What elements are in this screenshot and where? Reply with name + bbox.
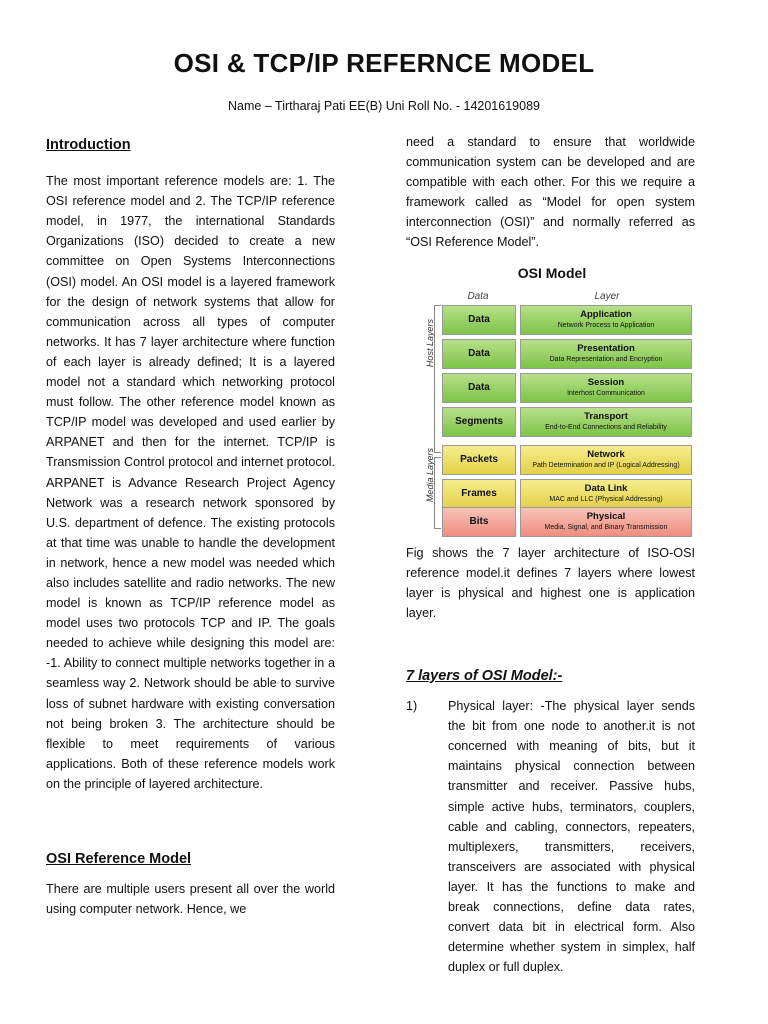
osi-layer-row xyxy=(442,507,690,537)
layer-name: Physical xyxy=(586,510,626,522)
osi-layer-row xyxy=(442,305,690,335)
author-line: Name – Tirtharaj Pati EE(B) Uni Roll No. - 14201619089 xyxy=(228,99,540,113)
layer-description: MAC and LLC (Physical Addressing) xyxy=(549,495,663,503)
layer-data-unit: Frames xyxy=(442,479,516,509)
left-column xyxy=(46,132,335,919)
layer-box xyxy=(520,373,692,403)
list-item-number: 1) xyxy=(406,699,418,714)
figure-title: OSI Model xyxy=(517,264,587,281)
layer-data-unit: Segments xyxy=(442,407,516,437)
figure-caption: Fig shows the 7 layer architecture of ISO-OSI reference model.it defines 7 layers where lowest layer is physical and highest one is application layer. xyxy=(406,545,695,620)
layer-box xyxy=(520,479,692,509)
layer-list-item xyxy=(406,696,695,977)
layer-description: Network Process to Application xyxy=(557,321,655,329)
layer-description: Data Representation and Encryption xyxy=(549,355,663,363)
osi-layer-row xyxy=(442,445,690,475)
figure-data-header: Data xyxy=(467,290,489,302)
layer-description: Interhost Communication xyxy=(567,389,645,397)
osi-layer-row xyxy=(442,373,690,403)
osi-reference-body-continued: need a standard to ensure that worldwide communication system can be developed and are compatible with each other. For this we require a framework called as “Model for open system interconnection (OSI)” and normally referred as “OSI Reference Model”. xyxy=(406,135,695,250)
introduction-heading: Introduction xyxy=(46,137,131,153)
layer-description: Media, Signal, and Binary Transmission xyxy=(544,523,668,531)
osi-reference-body-start: There are multiple users present all over the world using computer network. Hence, we xyxy=(46,882,335,917)
layer-name: Data Link xyxy=(584,482,628,494)
layer-box xyxy=(520,407,692,437)
list-item-text: Physical layer: -The physical layer sends the bit from one node to another.it is not concerned with meaning of bits, but it maintains physical connection between transmitter and receiver. Passive hubs, simple active hubs, terminators, couplers, cable and cabling, connectors, repeaters, multiplexers, transmitters, receivers, transceivers are associated with physical layer. It has the functions to make and break connections, define data rates, convert data bit in electrical form. Also determine whether system in simplex, half duplex or full duplex. xyxy=(448,699,695,975)
osi-reference-heading: OSI Reference Model xyxy=(46,851,192,867)
layer-box xyxy=(520,507,692,537)
figure-layer-header: Layer xyxy=(594,290,620,302)
layer-name: Session xyxy=(587,376,625,388)
layer-name: Application xyxy=(580,308,632,320)
osi-model-figure xyxy=(412,263,692,535)
seven-layers-heading: 7 layers of OSI Model:- xyxy=(406,667,563,684)
layer-data-unit: Data xyxy=(442,339,516,369)
layer-name: Network xyxy=(587,448,625,460)
host-layers-label: Host Layers xyxy=(424,318,435,367)
layer-name: Presentation xyxy=(577,342,635,354)
layer-description: End-to-End Connections and Reliability xyxy=(545,423,667,431)
layer-data-unit: Data xyxy=(442,305,516,335)
right-column xyxy=(406,132,695,977)
document-title: OSI & TCP/IP REFERNCE MODEL xyxy=(173,48,595,78)
media-layers-label: Media Layers xyxy=(424,447,435,502)
layer-name: Transport xyxy=(584,410,628,422)
introduction-body: The most important reference models are: 1. The OSI reference model and 2. The TCP/IP reference model, in 1977, the international Standards Organizations (ISO) decided to create a new committee on Open Systems Interconnections (OSI) model. An OSI model is a layered framework for the design of network systems that allow for communication across all types of computer networks. It has 7 layer architecture where function of each layer is already defined; It is a layered model not a standard which networking protocol must follow. The other reference model known as TCP/IP model was developed and used earlier by ARPANET and then for the internet. TCP/IP is Transmission Control protocol and internet protocol. ARPANET is Advance Research Project Agency Network was a research network sponsored by U.S. department of defence. The existing protocols at that time was unable to handle the development in network, hence a new model was needed which also includes satellite and radio networks. The new model is known as TCP/IP reference model as model uses two protocols TCP and IP. The goals needed to achieve while designing this model are: -1. Ability to connect multiple networks together in a seamless way 2. Network should be able to survive loss of subnet hardware with existing conversation not being broken 3. The architecture should be flexible to meet requirements of various applications. Both of these reference models work on the principle of layered architecture. xyxy=(46,174,335,791)
layer-description: Path Determination and IP (Logical Addressing) xyxy=(532,461,680,469)
layer-box xyxy=(520,305,692,335)
osi-layer-row xyxy=(442,339,690,369)
osi-layer-row xyxy=(442,407,690,437)
layer-data-unit: Packets xyxy=(442,445,516,475)
layer-box xyxy=(520,445,692,475)
osi-layer-row xyxy=(442,479,690,509)
layer-data-unit: Data xyxy=(442,373,516,403)
layer-data-unit: Bits xyxy=(442,507,516,537)
layer-box xyxy=(520,339,692,369)
